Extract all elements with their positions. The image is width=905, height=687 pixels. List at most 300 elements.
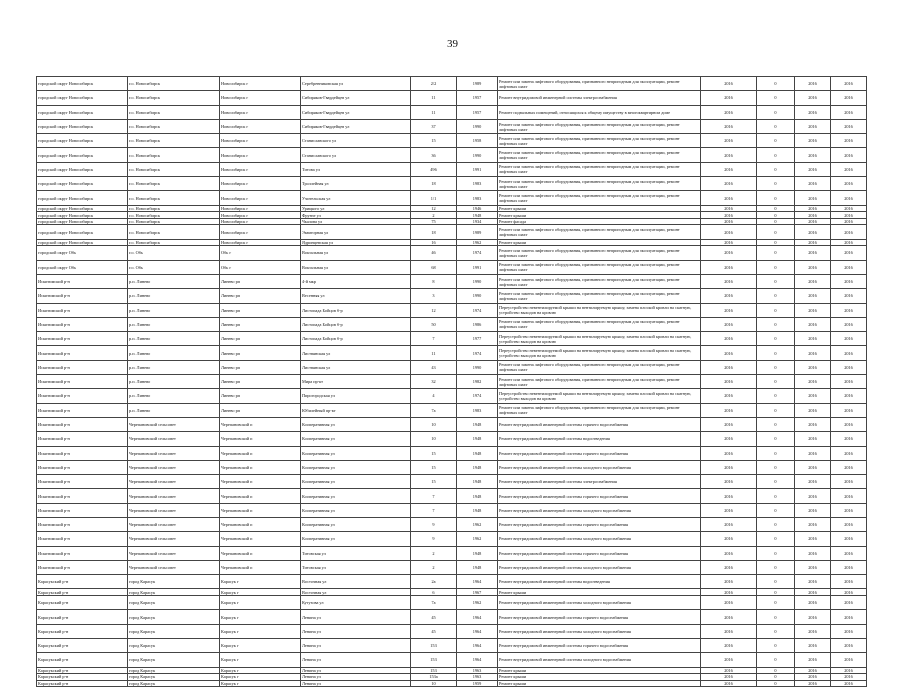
cell-house-number: 8 bbox=[411, 274, 457, 288]
cell-locality: Новосибирск г bbox=[220, 225, 301, 239]
cell-build-year: 1986 bbox=[457, 317, 498, 331]
cell-cost: 0 bbox=[757, 680, 795, 687]
cell-locality: Черепановский п bbox=[220, 446, 301, 460]
cell-settlement: Черепановский сельсовет bbox=[128, 460, 220, 474]
cell-end-year: 2016 bbox=[831, 360, 867, 374]
cell-work-type: Переустройство невентилируемой крыши на вентилируемую крышу, замена плоской кровли на скатную, устройство выходов на кровлю bbox=[498, 346, 701, 360]
cell-street: Вокзальная ул bbox=[301, 246, 411, 260]
cell-cost: 0 bbox=[757, 212, 795, 219]
cell-cost: 0 bbox=[757, 674, 795, 681]
cell-build-year: 1974 bbox=[457, 389, 498, 403]
cell-work-type: Ремонт внутридомовой инженерной системы горячего водоснабжения bbox=[498, 546, 701, 560]
cell-settlement: г.о. Новосибирск bbox=[128, 148, 220, 162]
cell-build-year: 1962 bbox=[457, 517, 498, 531]
cell-settlement: г.о. Новосибирск bbox=[128, 162, 220, 176]
cell-municipal-district: Искитимский р-н bbox=[37, 446, 128, 460]
cell-settlement: город Карасук bbox=[128, 610, 220, 624]
cell-build-year: 1934 bbox=[457, 218, 498, 225]
cell-work-type: Ремонт внутридомовой инженерной системы электроснабжения bbox=[498, 475, 701, 489]
cell-settlement: р.п. Линево bbox=[128, 289, 220, 303]
cell-settlement: Черепановский сельсовет bbox=[128, 546, 220, 560]
cell-work-type: Ремонт крыши bbox=[498, 674, 701, 681]
cell-end-year: 2016 bbox=[831, 517, 867, 531]
cell-municipal-district: городской округ Новосибирск bbox=[37, 212, 128, 219]
cell-cost: 0 bbox=[757, 389, 795, 403]
cell-end-year: 2016 bbox=[831, 134, 867, 148]
cell-end-year: 2016 bbox=[831, 674, 867, 681]
cell-street: Троллейная ул bbox=[301, 177, 411, 191]
cell-locality: Карасук г bbox=[220, 575, 301, 589]
table-row bbox=[37, 191, 867, 205]
cell-start-year: 2016 bbox=[795, 119, 831, 133]
cell-settlement: г.о. Обь bbox=[128, 260, 220, 274]
cell-settlement: Черепановский сельсовет bbox=[128, 432, 220, 446]
cell-settlement: г.о. Новосибирск bbox=[128, 119, 220, 133]
cell-settlement: г.о. Новосибирск bbox=[128, 134, 220, 148]
cell-cost: 0 bbox=[757, 517, 795, 531]
cell-end-year: 2016 bbox=[831, 638, 867, 652]
cell-work-type: Ремонт внутридомовой инженерной системы холодного водоснабжения bbox=[498, 596, 701, 610]
cell-end-year: 2016 bbox=[831, 589, 867, 596]
cell-settlement: город Карасук bbox=[128, 674, 220, 681]
cell-work-type: Ремонт крыши bbox=[498, 680, 701, 687]
table-row bbox=[37, 680, 867, 687]
cell-work-type: Ремонт или замена лифтового оборудования, признанного непригодным для эксплуатации, ремонт лифтовых шахт bbox=[498, 162, 701, 176]
cell-municipal-district: городской округ Новосибирск bbox=[37, 77, 128, 91]
cell-cost: 0 bbox=[757, 105, 795, 119]
cell-settlement: Черепановский сельсовет bbox=[128, 489, 220, 503]
cell-locality: Линево рп bbox=[220, 289, 301, 303]
cell-end-year: 2016 bbox=[831, 148, 867, 162]
cell-cost: 0 bbox=[757, 162, 795, 176]
cell-settlement: г.о. Обь bbox=[128, 246, 220, 260]
cell-build-year: 1948 bbox=[457, 446, 498, 460]
cell-start-year: 2016 bbox=[795, 610, 831, 624]
cell-municipal-district: Искитимский р-н bbox=[37, 489, 128, 503]
cell-locality: Черепановский п bbox=[220, 546, 301, 560]
table-row bbox=[37, 260, 867, 274]
cell-plan-year: 2016 bbox=[701, 375, 757, 389]
cell-locality: Линево рп bbox=[220, 274, 301, 288]
cell-work-type: Ремонт или замена лифтового оборудования, признанного непригодным для эксплуатации, ремонт лифтовых шахт bbox=[498, 225, 701, 239]
cell-build-year: 1948 bbox=[457, 417, 498, 431]
table-row bbox=[37, 148, 867, 162]
cell-end-year: 2016 bbox=[831, 653, 867, 667]
cell-build-year: 1991 bbox=[457, 260, 498, 274]
cell-plan-year: 2016 bbox=[701, 346, 757, 360]
cell-build-year: 1990 bbox=[457, 148, 498, 162]
cell-locality: Новосибирск г bbox=[220, 134, 301, 148]
table-row bbox=[37, 239, 867, 246]
cell-end-year: 2016 bbox=[831, 162, 867, 176]
table-row bbox=[37, 332, 867, 346]
cell-house-number: 496 bbox=[411, 162, 457, 176]
cell-settlement: Черепановский сельсовет bbox=[128, 517, 220, 531]
cell-locality: Обь г bbox=[220, 260, 301, 274]
table-row bbox=[37, 417, 867, 431]
cell-municipal-district: Искитимский р-н bbox=[37, 560, 128, 574]
cell-house-number: 50 bbox=[411, 317, 457, 331]
cell-end-year: 2016 bbox=[831, 375, 867, 389]
cell-cost: 0 bbox=[757, 610, 795, 624]
cell-locality: Карасук г bbox=[220, 589, 301, 596]
table-row bbox=[37, 105, 867, 119]
cell-street: Восточная ул bbox=[301, 575, 411, 589]
cell-build-year: 1990 bbox=[457, 274, 498, 288]
cell-street: Сибиряков-Гвардейцев ул bbox=[301, 105, 411, 119]
cell-settlement: р.п. Линево bbox=[128, 375, 220, 389]
cell-street: Кооперативная ул bbox=[301, 475, 411, 489]
cell-street: Экваторная ул bbox=[301, 225, 411, 239]
cell-cost: 0 bbox=[757, 417, 795, 431]
cell-end-year: 2016 bbox=[831, 532, 867, 546]
table-row bbox=[37, 205, 867, 212]
cell-cost: 0 bbox=[757, 260, 795, 274]
cell-locality: Новосибирск г bbox=[220, 148, 301, 162]
cell-start-year: 2016 bbox=[795, 432, 831, 446]
cell-plan-year: 2016 bbox=[701, 162, 757, 176]
cell-work-type: Ремонт крыши bbox=[498, 667, 701, 674]
cell-work-type: Ремонт или замена лифтового оборудования, признанного непригодным для эксплуатации, ремонт лифтовых шахт bbox=[498, 260, 701, 274]
table-row bbox=[37, 674, 867, 681]
cell-cost: 0 bbox=[757, 177, 795, 191]
cell-start-year: 2016 bbox=[795, 546, 831, 560]
cell-settlement: г.о. Новосибирск bbox=[128, 218, 220, 225]
cell-plan-year: 2016 bbox=[701, 289, 757, 303]
cell-end-year: 2016 bbox=[831, 475, 867, 489]
cell-street: Кооперативная ул bbox=[301, 532, 411, 546]
cell-municipal-district: Искитимский р-н bbox=[37, 317, 128, 331]
cell-settlement: р.п. Линево bbox=[128, 346, 220, 360]
cell-settlement: город Карасук bbox=[128, 589, 220, 596]
cell-start-year: 2016 bbox=[795, 360, 831, 374]
cell-cost: 0 bbox=[757, 432, 795, 446]
cell-plan-year: 2016 bbox=[701, 589, 757, 596]
cell-build-year: 1948 bbox=[457, 212, 498, 219]
cell-cost: 0 bbox=[757, 119, 795, 133]
cell-start-year: 2016 bbox=[795, 460, 831, 474]
cell-build-year: 1990 bbox=[457, 289, 498, 303]
cell-municipal-district: Искитимский р-н bbox=[37, 274, 128, 288]
cell-locality: Новосибирск г bbox=[220, 177, 301, 191]
table-row bbox=[37, 532, 867, 546]
cell-build-year: 1983 bbox=[457, 177, 498, 191]
cell-end-year: 2016 bbox=[831, 346, 867, 360]
cell-plan-year: 2016 bbox=[701, 624, 757, 638]
cell-municipal-district: Карасукский р-н bbox=[37, 596, 128, 610]
cell-start-year: 2016 bbox=[795, 274, 831, 288]
cell-work-type: Ремонт внутридомовой инженерной системы водоотведения bbox=[498, 575, 701, 589]
cell-start-year: 2016 bbox=[795, 212, 831, 219]
cell-end-year: 2016 bbox=[831, 119, 867, 133]
table-row bbox=[37, 446, 867, 460]
cell-work-type: Ремонт или замена лифтового оборудования, признанного непригодным для эксплуатации, ремонт лифтовых шахт bbox=[498, 375, 701, 389]
cell-end-year: 2016 bbox=[831, 105, 867, 119]
cell-build-year: 1991 bbox=[457, 162, 498, 176]
cell-plan-year: 2016 bbox=[701, 317, 757, 331]
cell-build-year: 1958 bbox=[457, 134, 498, 148]
cell-cost: 0 bbox=[757, 546, 795, 560]
cell-start-year: 2016 bbox=[795, 517, 831, 531]
table-row bbox=[37, 624, 867, 638]
cell-start-year: 2016 bbox=[795, 205, 831, 212]
cell-street: Листопада Бойцов б-р bbox=[301, 332, 411, 346]
cell-settlement: город Карасук bbox=[128, 653, 220, 667]
cell-build-year: 1967 bbox=[457, 589, 498, 596]
cell-start-year: 2016 bbox=[795, 77, 831, 91]
cell-cost: 0 bbox=[757, 460, 795, 474]
cell-cost: 0 bbox=[757, 653, 795, 667]
cell-locality: Карасук г bbox=[220, 667, 301, 674]
cell-plan-year: 2016 bbox=[701, 610, 757, 624]
cell-locality: Линево рп bbox=[220, 375, 301, 389]
cell-end-year: 2016 bbox=[831, 246, 867, 260]
cell-street: Листопада Бойцов б-р bbox=[301, 317, 411, 331]
cell-locality: Черепановский п bbox=[220, 475, 301, 489]
cell-settlement: город Карасук bbox=[128, 667, 220, 674]
cell-street: Кооперативная ул bbox=[301, 489, 411, 503]
cell-start-year: 2016 bbox=[795, 624, 831, 638]
cell-work-type: Ремонт внутридомовой инженерной системы водоотведения bbox=[498, 432, 701, 446]
cell-cost: 0 bbox=[757, 589, 795, 596]
table-row bbox=[37, 77, 867, 91]
cell-street: Кооперативная ул bbox=[301, 503, 411, 517]
cell-house-number: 6 bbox=[411, 589, 457, 596]
cell-house-number: 7 bbox=[411, 332, 457, 346]
cell-house-number: 43 bbox=[411, 360, 457, 374]
cell-locality: Карасук г bbox=[220, 610, 301, 624]
cell-plan-year: 2016 bbox=[701, 212, 757, 219]
cell-street: Станиславского ул bbox=[301, 134, 411, 148]
cell-street: Мира пр-кт bbox=[301, 375, 411, 389]
cell-street: Титовская ул bbox=[301, 546, 411, 560]
cell-cost: 0 bbox=[757, 239, 795, 246]
cell-build-year: 1989 bbox=[457, 77, 498, 91]
cell-locality: Черепановский п bbox=[220, 503, 301, 517]
cell-work-type: Ремонт или замена лифтового оборудования, признанного непригодным для эксплуатации, ремонт лифтовых шахт bbox=[498, 317, 701, 331]
cell-street: Ленина ул bbox=[301, 667, 411, 674]
cell-start-year: 2016 bbox=[795, 653, 831, 667]
cell-start-year: 2016 bbox=[795, 596, 831, 610]
cell-street: Листвянская ул bbox=[301, 346, 411, 360]
cell-cost: 0 bbox=[757, 560, 795, 574]
cell-end-year: 2016 bbox=[831, 403, 867, 417]
cell-settlement: город Карасук bbox=[128, 575, 220, 589]
cell-end-year: 2016 bbox=[831, 317, 867, 331]
cell-municipal-district: Карасукский р-н bbox=[37, 610, 128, 624]
table-row bbox=[37, 460, 867, 474]
cell-end-year: 2016 bbox=[831, 596, 867, 610]
cell-build-year: 1963 bbox=[457, 674, 498, 681]
cell-house-number: 153 bbox=[411, 667, 457, 674]
cell-end-year: 2016 bbox=[831, 560, 867, 574]
cell-cost: 0 bbox=[757, 332, 795, 346]
cell-house-number: 15 bbox=[411, 134, 457, 148]
cell-plan-year: 2016 bbox=[701, 225, 757, 239]
cell-cost: 0 bbox=[757, 360, 795, 374]
cell-work-type: Переустройство невентилируемой крыши на вентилируемую крышу, замена плоской кровли на скатную, устройство выходов на кровлю bbox=[498, 303, 701, 317]
cell-end-year: 2016 bbox=[831, 177, 867, 191]
cell-plan-year: 2016 bbox=[701, 303, 757, 317]
cell-end-year: 2016 bbox=[831, 503, 867, 517]
cell-plan-year: 2016 bbox=[701, 239, 757, 246]
cell-plan-year: 2016 bbox=[701, 638, 757, 652]
table-row bbox=[37, 225, 867, 239]
cell-start-year: 2016 bbox=[795, 162, 831, 176]
cell-house-number: 45 bbox=[411, 610, 457, 624]
cell-locality: Линево рп bbox=[220, 332, 301, 346]
cell-municipal-district: Искитимский р-н bbox=[37, 346, 128, 360]
cell-street: Ленина ул bbox=[301, 674, 411, 681]
cell-work-type: Ремонт или замена лифтового оборудования, признанного непригодным для эксплуатации, ремонт лифтовых шахт bbox=[498, 177, 701, 191]
cell-cost: 0 bbox=[757, 191, 795, 205]
cell-build-year: 1962 bbox=[457, 532, 498, 546]
cell-plan-year: 2016 bbox=[701, 489, 757, 503]
cell-plan-year: 2016 bbox=[701, 274, 757, 288]
cell-house-number: 2 bbox=[411, 212, 457, 219]
cell-build-year: 1990 bbox=[457, 360, 498, 374]
cell-locality: Линево рп bbox=[220, 389, 301, 403]
cell-work-type: Ремонт внутридомовой инженерной системы горячего водоснабжения bbox=[498, 417, 701, 431]
cell-settlement: Черепановский сельсовет bbox=[128, 446, 220, 460]
cell-street: Станиславского ул bbox=[301, 148, 411, 162]
cell-municipal-district: Искитимский р-н bbox=[37, 503, 128, 517]
cell-work-type: Ремонт или замена лифтового оборудования, признанного непригодным для эксплуатации, ремонт лифтовых шахт bbox=[498, 77, 701, 91]
cell-settlement: р.п. Линево bbox=[128, 303, 220, 317]
cell-plan-year: 2016 bbox=[701, 177, 757, 191]
cell-end-year: 2016 bbox=[831, 212, 867, 219]
cell-municipal-district: Искитимский р-н bbox=[37, 360, 128, 374]
cell-build-year: 1948 bbox=[457, 560, 498, 574]
cell-cost: 0 bbox=[757, 489, 795, 503]
cell-end-year: 2016 bbox=[831, 446, 867, 460]
cell-locality: Новосибирск г bbox=[220, 162, 301, 176]
cell-work-type: Ремонт внутридомовой инженерной системы горячего водоснабжения bbox=[498, 638, 701, 652]
cell-settlement: г.о. Новосибирск bbox=[128, 91, 220, 105]
cell-start-year: 2016 bbox=[795, 503, 831, 517]
table-row bbox=[37, 91, 867, 105]
cell-work-type: Ремонт или замена лифтового оборудования, признанного непригодным для эксплуатации, ремонт лифтовых шахт bbox=[498, 403, 701, 417]
cell-start-year: 2016 bbox=[795, 667, 831, 674]
cell-house-number: 2 bbox=[411, 560, 457, 574]
cell-plan-year: 2016 bbox=[701, 596, 757, 610]
capital-repair-table bbox=[36, 76, 867, 687]
cell-build-year: 1948 bbox=[457, 475, 498, 489]
cell-cost: 0 bbox=[757, 246, 795, 260]
cell-start-year: 2016 bbox=[795, 218, 831, 225]
cell-start-year: 2016 bbox=[795, 246, 831, 260]
capital-repair-table-container bbox=[36, 76, 866, 687]
table-row bbox=[37, 610, 867, 624]
cell-settlement: р.п. Линево bbox=[128, 389, 220, 403]
cell-end-year: 2016 bbox=[831, 77, 867, 91]
cell-settlement: Черепановский сельсовет bbox=[128, 417, 220, 431]
cell-street: Кооперативная ул bbox=[301, 446, 411, 460]
cell-municipal-district: Искитимский р-н bbox=[37, 403, 128, 417]
cell-locality: Обь г bbox=[220, 246, 301, 260]
cell-house-number: 153 bbox=[411, 638, 457, 652]
cell-house-number: 9 bbox=[411, 532, 457, 546]
cell-street: Вокзальная ул bbox=[301, 260, 411, 274]
cell-plan-year: 2016 bbox=[701, 475, 757, 489]
cell-work-type: Ремонт или замена лифтового оборудования, признанного непригодным для эксплуатации, ремонт лифтовых шахт bbox=[498, 148, 701, 162]
cell-municipal-district: Карасукский р-н bbox=[37, 674, 128, 681]
cell-house-number: 2 bbox=[411, 546, 457, 560]
cell-end-year: 2016 bbox=[831, 417, 867, 431]
cell-house-number: 7 bbox=[411, 489, 457, 503]
cell-house-number: 2а bbox=[411, 575, 457, 589]
cell-street: Восточная ул bbox=[301, 589, 411, 596]
cell-build-year: 1957 bbox=[457, 91, 498, 105]
cell-street: Листвянская ул bbox=[301, 360, 411, 374]
cell-house-number: 11 bbox=[411, 91, 457, 105]
cell-house-number: 7 bbox=[411, 503, 457, 517]
cell-cost: 0 bbox=[757, 274, 795, 288]
cell-work-type: Переустройство невентилируемой крыши на вентилируемую крышу, замена плоской кровли на скатную, устройство выходов на кровлю bbox=[498, 389, 701, 403]
cell-work-type: Ремонт крыши bbox=[498, 212, 701, 219]
table-row bbox=[37, 246, 867, 260]
cell-settlement: Черепановский сельсовет bbox=[128, 560, 220, 574]
cell-municipal-district: Карасукский р-н bbox=[37, 638, 128, 652]
cell-end-year: 2016 bbox=[831, 575, 867, 589]
cell-cost: 0 bbox=[757, 91, 795, 105]
cell-house-number: 10 bbox=[411, 417, 457, 431]
cell-settlement: город Карасук bbox=[128, 596, 220, 610]
cell-plan-year: 2016 bbox=[701, 560, 757, 574]
cell-locality: Черепановский п bbox=[220, 560, 301, 574]
cell-house-number: 10 bbox=[411, 680, 457, 687]
cell-house-number: 12 bbox=[411, 303, 457, 317]
cell-plan-year: 2016 bbox=[701, 105, 757, 119]
cell-plan-year: 2016 bbox=[701, 417, 757, 431]
cell-build-year: 1989 bbox=[457, 225, 498, 239]
table-row bbox=[37, 162, 867, 176]
cell-street: Кооперативная ул bbox=[301, 417, 411, 431]
cell-street: Кутузова ул bbox=[301, 596, 411, 610]
cell-end-year: 2016 bbox=[831, 489, 867, 503]
cell-start-year: 2016 bbox=[795, 532, 831, 546]
cell-municipal-district: Искитимский р-н bbox=[37, 375, 128, 389]
cell-end-year: 2016 bbox=[831, 680, 867, 687]
cell-start-year: 2016 bbox=[795, 91, 831, 105]
cell-street: Фрунзе ул bbox=[301, 212, 411, 219]
table-row bbox=[37, 389, 867, 403]
cell-street: Ленина ул bbox=[301, 638, 411, 652]
cell-locality: Новосибирск г bbox=[220, 218, 301, 225]
cell-start-year: 2016 bbox=[795, 674, 831, 681]
cell-plan-year: 2016 bbox=[701, 674, 757, 681]
cell-work-type: Ремонт или замена лифтового оборудования, признанного непригодным для эксплуатации, ремонт лифтовых шахт bbox=[498, 274, 701, 288]
cell-house-number: 7а bbox=[411, 403, 457, 417]
cell-locality: Новосибирск г bbox=[220, 91, 301, 105]
table-row bbox=[37, 212, 867, 219]
cell-plan-year: 2016 bbox=[701, 667, 757, 674]
cell-plan-year: 2016 bbox=[701, 575, 757, 589]
cell-settlement: г.о. Новосибирск bbox=[128, 212, 220, 219]
cell-plan-year: 2016 bbox=[701, 218, 757, 225]
cell-start-year: 2016 bbox=[795, 317, 831, 331]
table-row bbox=[37, 575, 867, 589]
cell-locality: Линево рп bbox=[220, 360, 301, 374]
cell-plan-year: 2016 bbox=[701, 532, 757, 546]
cell-plan-year: 2016 bbox=[701, 91, 757, 105]
cell-municipal-district: городской округ Новосибирск bbox=[37, 148, 128, 162]
cell-street: Сибиряков-Гвардейцев ул bbox=[301, 119, 411, 133]
cell-build-year: 1983 bbox=[457, 191, 498, 205]
cell-build-year: 1948 bbox=[457, 460, 498, 474]
cell-end-year: 2016 bbox=[831, 191, 867, 205]
cell-house-number: 11 bbox=[411, 105, 457, 119]
